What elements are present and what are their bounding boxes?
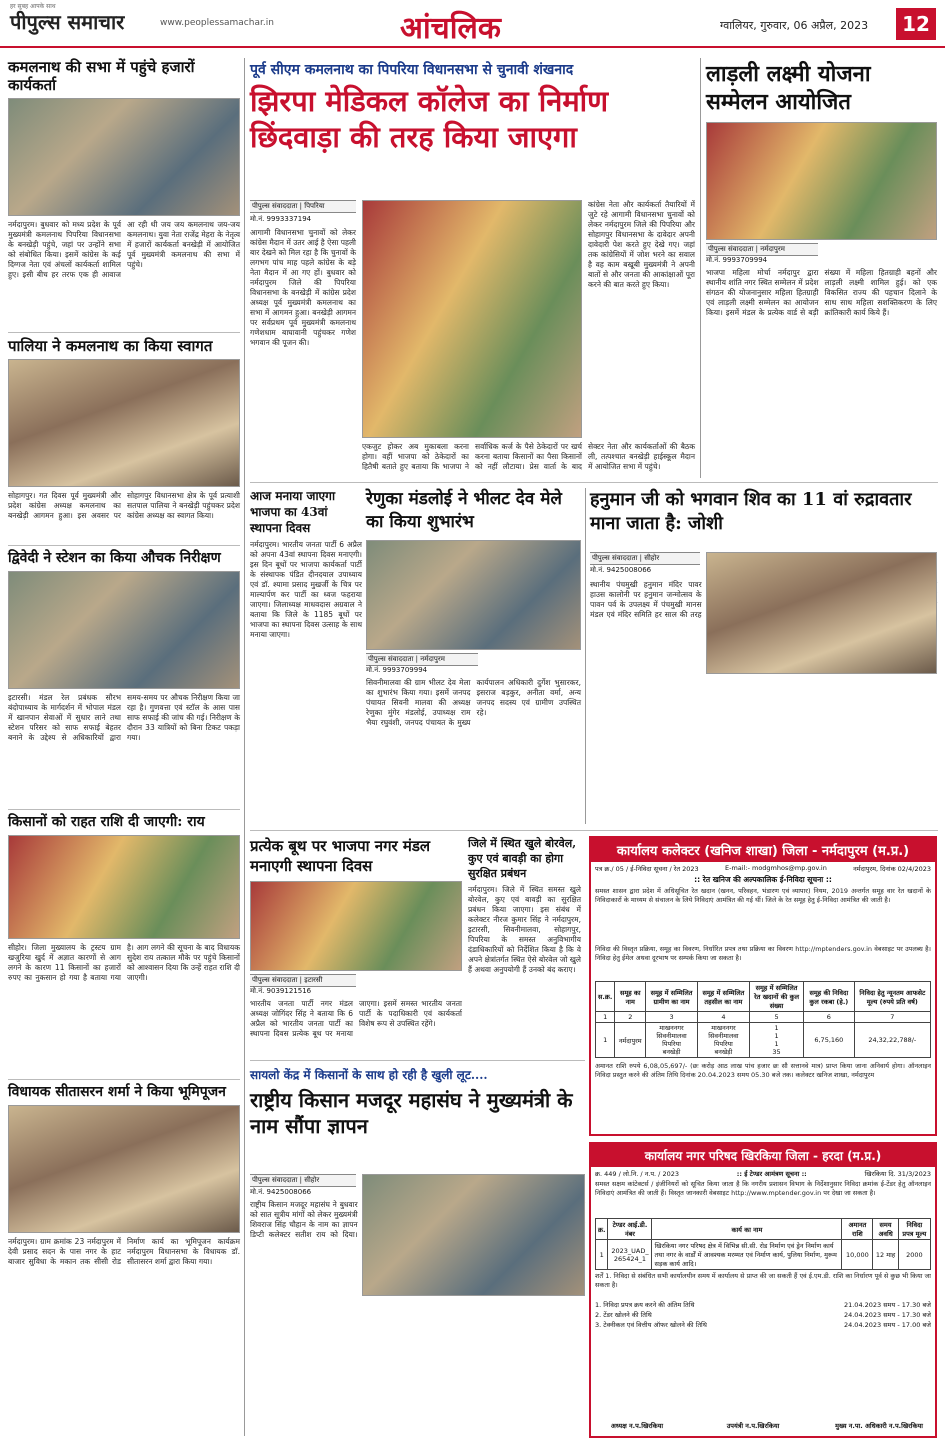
schedule-value: 24.04.2023 समय - 17.00 बजे <box>843 1321 931 1329</box>
lead-byline-name: पीपुल्स संवाददाता <box>252 202 298 210</box>
bjp-sthapna-body: नर्मदापुरम। भारतीय जनता पार्टी 6 अप्रैल को अपना 43वां स्थापना दिवस मनाएगी। इस दिन बूथों पर भाजपा कार्यकर्ता पार्टी के संस्थापक पंडित दीनदयाल उपाध्याय एवं डॉ. श्यामा प्रसाद मुखर्जी के चित्र पर माल्यार्पण कर पार्टी का ध्वज फहराया जाएगा। जिलाध्यक्ष माधवदास अग्रवाल ने बताया कि जिले के 1185 बूथों पर भाजपा का स्थापना दिवस उत्साह के साथ मनाया जाएगा। <box>250 540 362 639</box>
collector-ad-para1: समस्त शासन द्वारा प्रदेश में अधिसूचित रेत खदान (खनन, परिवहन, भंडारण एवं व्यापार) नियम, 2019 अन्तर्गत समूह वार रेत खदानों के निविदाकारों के माध्यम से संचालन के लिये निविदाएं आमंत्रित की गई थीं। जिले के रेत समूह हेतु ई-निविदा आमंत्रित की जाती है। <box>595 887 931 904</box>
ladli-story <box>706 60 937 478</box>
table-cell: 1 <box>596 1023 615 1058</box>
collector-ad-notice-title: :: रेत खनिज की अल्पकालिक ई-निविदा सूचना :: <box>694 875 832 884</box>
story-paliya-body: सोहागपुर। गत दिवस पूर्व मुख्यमंत्री और प्रदेश कांग्रेस अध्यक्ष कमलनाथ का बनखेड़ी आगमन हुआ। इस अवसर पर सोहागपुर विधानसभा क्षेत्र के पूर्व प्रत्याशी सतपाल पालिया ने बनखेड़ी पहुंचकर प्रदेश कांग्रेस अध्यक्ष का स्वागत किया। <box>8 491 240 520</box>
tehsil-name: पिपरिया <box>714 1040 733 1048</box>
table-cell: 1 <box>596 1240 608 1270</box>
story-kisan-rahat-headline: किसानों को राहत राशि दी जाएगी: राय <box>8 814 205 830</box>
booth-byline: पीपुल्स संवाददाता | इटारसी <box>250 974 356 987</box>
story-kisan-rahat-photo <box>8 835 240 939</box>
table-header: समूह की निविदा कुल रकबा (हे.) <box>804 982 855 1012</box>
table-header: निविदा हेतु न्यूनतम आफसेट मूल्य (रुपये प्रति वर्ष) <box>854 982 930 1012</box>
table-cell: 6,75,160 <box>804 1023 855 1058</box>
list-item <box>595 1300 931 1310</box>
borwell-headline: जिले में स्थित खुले बोरवेल, कुए एवं बावड़ी का होगा सुरक्षित प्रबंधन <box>468 837 577 880</box>
table-cell <box>750 1023 804 1058</box>
list-item <box>595 1320 931 1330</box>
story-paliya-photo <box>8 359 240 487</box>
lead-body-col2: एकजुट होकर अब मुकाबला करना होगा। वहीं भाजपा को ठेकेदारों का हितैषी बताते हुए बताया कि भाजपा ने सर्वाधिक कर्ज के पैसे ठेकेदारों पर खर्च करना बताया किसानों का पैसा किसानों को नहीं लौटाया। प्रेस वार्ता के बाद सेक्टर नेता और कार्यकर्ताओं की बैठक ली, तत्पश्चात बनखेड़ी हाईस्कूल मैदान में आयोजित सभा में पहुंचे। <box>362 442 695 471</box>
table-cell: नर्मदापुरम <box>615 1023 646 1058</box>
harda-tender-ad <box>589 1142 937 1438</box>
collector-ad-footer: अमानत राशि रुपये 6,08,05,697/- (छः करोड़ आठ लाख पांच हजार छः सौ सत्तानवे मात्र) प्राप्त किया जाना अनिवार्य होगा। ऑनलाइन निविदा प्रस्तुत करने की अंतिम तिथि दिनांक 20.04.2023 समय 05.30 बजे तक। कलेक्टर खनिज शाखा, नर्मदापुरम <box>595 1062 931 1079</box>
harda-ad-ref: क्र. 449 / लो.नि. / न.प. / 2023 <box>595 1170 679 1178</box>
hanuman-byline-place: सीहोर <box>644 554 660 562</box>
logo-tagline: हर सुबह आपके साथ <box>10 3 56 10</box>
story-bhoomipujan-headline: विधायक सीतासरन शर्मा ने किया भूमिपूजन <box>8 1084 226 1100</box>
harda-ad-date: खिरकिया दि. 31/3/2023 <box>864 1170 931 1178</box>
lead-body-col1: आगामी विधानसभा चुनावों को लेकर कांग्रेस मैदान में उतर आई है ऐसा पहली बार देखने को मिल रहा है कि चुनावों के लगभग पांच माह पहले कांग्रेस के बड़े नेता मैदान में आ गए हों। बुधवार को नर्मदापुरम जिले की पिपरिया विधानसभा के बनखेड़ी में कांग्रेस प्रदेश अध्यक्ष पूर्व मुख्यमंत्री कमलनाथ का सभा में आगमन हुआ। बनखेड़ी आगमन पर सर्वप्रथम पूर्व मुख्यमंत्री कमलनाथ गणेशधाम बाघावानी पहुंचकर गणेश भगवान की पूजन की। <box>250 228 356 347</box>
lead-headline-line1: झिरपा मेडिकल कॉलेज का निर्माण <box>250 84 609 118</box>
table-cell: 6 <box>804 1012 855 1023</box>
harda-ad-notice-title: :: ई टेण्डर आमंत्रण सूचना :: <box>736 1170 807 1178</box>
kisan-body: राष्ट्रीय किसान मजदूर महासंघ ने बुधवार को सात सूत्रीय मांगों को लेकर मुख्यमंत्री शिवराज सिंह चौहान के नाम का ज्ञापन डिप्टी कलेक्टर सतीश राय को दिया। <box>250 1200 358 1239</box>
collector-ad-table <box>595 981 931 1058</box>
renuka-byline-place: नर्मदापुरम <box>420 655 445 663</box>
ladli-body: भाजपा महिला मोर्चा नर्मदापुर द्वारा स्थानीय शांति नगर स्थित सम्मेलन में प्रदेश संगठन की योजनानुसार महिला हितग्राही एवं लाड़ली लक्ष्मी सम्मेलन का आयोजन किया। इसमें मंडल के प्रत्येक वार्ड से बड़ी संख्या में महिला हितग्राही बहनों और लाड़ली लक्ष्मी शामिल हुई। को एक विकसित राज्य की पहचान दिलाने के साथ साथ महिला सशक्तिकरण के लिए क्रांतिकारी कार्य किये हैं। <box>706 268 937 317</box>
table-cell: 12 माह <box>873 1240 898 1270</box>
hanuman-photo <box>706 552 937 674</box>
renuka-byline-name: पीपुल्स संवाददाता <box>368 655 414 663</box>
booth-body: भारतीय जनता पार्टी नगर मंडल अध्यक्ष जोगिंदर सिंह ने बताया कि 6 अप्रैल को भारतीय जनता पार्टी का स्थापना दिवस प्रत्येक बूथ पर मनाया जाएगा। इसमें समस्त भारतीय जनता पार्टी के पदाधिकारी एवं कार्यकर्ता विशेष रूप से उपस्थित रहेंगे। <box>250 999 462 1038</box>
schedule-label: 2. टेंडर खोलने की तिथि <box>595 1311 652 1319</box>
table-cell: 4 <box>697 1012 749 1023</box>
schedule-value: 24.04.2023 समय - 17.30 बजे <box>843 1311 931 1319</box>
harda-ad-note: शर्तें 1. निविदा से संबंधित सभी कार्यालयीन समय में कार्यालय से प्राप्त की जा सकती हैं एवं ई.एम.डी. राशि का निर्धारण पूर्व से कुछ भी किया जा सकता है। <box>595 1272 931 1289</box>
tehsil-name: सिवनीमालवा <box>656 1032 687 1040</box>
table-header: क्र. <box>596 1219 608 1240</box>
table-header: कार्य का नाम <box>652 1219 842 1240</box>
lead-byline: पीपुल्स संवाददाता | पिपरिया <box>250 200 356 213</box>
harda-ad-schedule <box>591 1298 935 1332</box>
harda-ad-sign-engineer: उपयंत्री न.प.खिरकिया <box>726 1422 780 1430</box>
story-bhoomipujan-body: नर्मदापुरम। ग्राम क्रमांक 23 नर्मदापुरम में देवी प्रसाद सदन के पास नगर के हाट बाजार सुविधा के मकान तक सीसी रोड निर्माण कार्य का भूमिपूजन कार्यक्रम नर्मदापुरम विधानसभा के विधायक डॉ. सीतासरन शर्मा द्वारा किया गया। <box>8 1237 240 1266</box>
story-station-photo <box>8 571 240 689</box>
hanuman-headline: हनुमान जी को भगवान शिव का 11 वां रुद्रावतार माना जाता है: जोशी <box>590 489 912 534</box>
table-cell <box>697 1023 749 1058</box>
story-station-body: इटारसी। मंडल रेल प्रबंधक सौरभ बंदोपाध्याय के मार्गदर्शन में भोपाल मंडल में खानपान सेवाओं में सुधार लाने तथा स्टेशन परिसर को साफ सफाई बेहतर बनाने के उद्देश्य से अधिकारियों द्वारा समय-समय पर औचक निरीक्षण किया जा रहा है। गुणवत्ता एवं स्टॉल के आस पास साफ सफाई की जांच की गई। निरीक्षण के दौरान 33 यात्रियों को बिना टिकट पकड़ा गया। <box>8 693 240 742</box>
collector-tender-ad <box>589 836 937 1136</box>
tehsil-name: पिपरिया <box>662 1040 681 1048</box>
site-url[interactable]: www.peoplessamachar.in <box>160 18 274 28</box>
tehsil-name: माखननगर <box>659 1024 684 1032</box>
table-header: समूह का नाम <box>615 982 646 1012</box>
tehsil-name: बनखेड़ी <box>714 1048 733 1056</box>
table-header: समूह में सम्मिलित ग्रामीण का नाम <box>646 982 698 1012</box>
collector-ad-title: कार्यालय कलेक्टर (खनिज शाखा) जिला - नर्मदापुरम (म.प्र.) <box>591 838 935 862</box>
table-header: अमानत राशि <box>842 1219 873 1240</box>
story-kamalnath-sabha-headline: कमलनाथ की सभा में पहुंचे हजारों कार्यकर्ता <box>8 58 195 94</box>
hanuman-story <box>590 488 937 824</box>
booth-photo <box>250 881 462 971</box>
booth-mobile: मो.नं. 9039121516 <box>250 987 312 995</box>
story-kisan-rahat-body: सीहोर। जिला मुख्यालय के ट्रस्टय ग्राम खजुरिया खुर्द में अज्ञात कारणों से आग लगने के कारण 11 किसानों का हजारों रुपए का नुकसान हो गया है बताया गया है। आग लगने की सूचना के बाद विधायक सुदेश राय तत्काल मौके पर पहुंचे किसानों को आश्वासन दिया कि उन्हें राहत राशि दी जाएगी। <box>8 943 240 982</box>
table-cell <box>646 1023 698 1058</box>
table-header: समय अवधि <box>873 1219 898 1240</box>
booth-headline: प्रत्येक बूथ पर भाजपा नगर मंडल मनाएगी स्थापना दिवस <box>250 837 431 875</box>
table-cell: 2023_UAD_265424_1 <box>608 1240 652 1270</box>
renuka-headline: रेणुका मंडलोई ने भीलट देव मेले का किया शुभारंभ <box>366 489 562 532</box>
harda-ad-title: कार्यालय नगर परिषद खिरकिया जिला - हरदा (म.प्र.) <box>591 1144 935 1167</box>
page-number: 12 <box>896 8 936 40</box>
hanuman-mobile: मो.नं. 9425008066 <box>590 566 652 574</box>
section-title: आंचलिक <box>400 11 501 46</box>
kisan-story <box>250 1066 585 1438</box>
story-paliya-headline: पालिया ने कमलनाथ का किया स्वागत <box>8 337 213 355</box>
table-cell: 2 <box>615 1012 646 1023</box>
table-header: स.क्र. <box>596 982 615 1012</box>
logo[interactable]: पीपुल्स समाचार <box>10 10 125 34</box>
kisan-byline: पीपुल्स संवाददाता | सीहोर <box>250 1174 356 1187</box>
renuka-story <box>366 488 581 828</box>
story-kamalnath-sabha-photo <box>8 98 240 216</box>
kisan-photo <box>362 1174 585 1296</box>
tehsil-count: 1 <box>774 1040 779 1048</box>
bjp-sthapna-headline: आज मनाया जाएगा भाजपा का 43वां स्थापना दिवस <box>250 489 336 535</box>
harda-ad-intro: समस्त सक्षम कांटेक्टर्स / इंजीनियरों को सूचित किया जाता है कि नगरीय प्रशासन विभाग के निर्देशानुसार निविदा क्रमांक ई-टेंडर हेतु ऑनलाइन निविदाएं आमंत्रित की जाती हैं। विस्तृत जानकारी वेबसाइट http://www.mptender.gov.in पर देखा जा सकता है। <box>595 1180 931 1197</box>
booth-byline-place: इटारसी <box>304 976 323 984</box>
lead-photo <box>362 200 582 438</box>
hanuman-body: स्थानीय पंचमुखी हनुमान मंदिर पावर हाउस कालोनी पर हनुमान जन्मोत्सव के पावन पर्व के उपलक्ष्य में पंचमुखी मानस मंडल एवं मंदिर समिति हर साल की तरह <box>590 580 702 619</box>
renuka-body: सिवनीमालवा की ग्राम भीलट देव मेला का शुभारंभ किया गया। इसमें जनपद पंचायत सिवनी मालवा की अध्यक्ष रेणुका मुंगेर मंडलोई, उपाध्यक्ष राम भैया रघुवंशी, जनपद पंचायत के मुख्य कार्यपालन अधिकारी दुर्गेश भुसारकर, इसराज बड़कुर, अनीता वर्मा, अन्य जनपद सदस्य एवं ग्रामीण उपस्थित रहे। <box>366 678 581 727</box>
table-cell: 2000 <box>898 1240 930 1270</box>
booth-story <box>250 836 462 1056</box>
story-station-headline: द्विवेदी ने स्टेशन का किया औचक निरीक्षण <box>8 550 221 566</box>
schedule-label: 1. निविदा प्रपत्र क्रय करने की अंतिम तिथि <box>595 1301 695 1309</box>
collector-ad-email[interactable]: E-mail:- modgmhos@mp.gov.in <box>725 864 827 872</box>
harda-ad-sign-president: अध्यक्ष न.प.खिरकिया <box>610 1422 664 1430</box>
table-header: समूह में सम्मिलित तहसील का नाम <box>697 982 749 1012</box>
tehsil-name: माखननगर <box>711 1024 736 1032</box>
hanuman-byline: पीपुल्स संवाददाता | सीहोर <box>590 552 700 565</box>
table-header: टेण्डर आई.डी. नंबर <box>608 1219 652 1240</box>
table-cell: 1 <box>596 1012 615 1023</box>
table-row <box>596 1240 931 1270</box>
ladli-byline: पीपुल्स संवाददाता | नर्मदापुरम <box>706 243 818 256</box>
ladli-headline: लाड़ली लक्ष्मी योजना सम्मेलन आयोजित <box>706 61 871 115</box>
kisan-mobile: मो.नं. 9425008066 <box>250 1188 312 1196</box>
table-cell: 7 <box>854 1012 930 1023</box>
tehsil-count: 1 <box>774 1024 779 1032</box>
tehsil-name: बनखेड़ी <box>662 1048 681 1056</box>
renuka-mobile: मो.नं. 9993709994 <box>366 666 428 674</box>
table-cell: 10,000 <box>842 1240 873 1270</box>
harda-ad-sign-cmo: मुख्य न.पा. अधिकारी न.प.खिरकिया <box>835 1422 923 1430</box>
ladli-mobile: मो.नं. 9993709994 <box>706 256 768 264</box>
kisan-byline-name: पीपुल्स संवाददाता <box>252 1176 298 1184</box>
kisan-byline-place: सीहोर <box>304 1176 320 1184</box>
collector-ad-ref: पत्र क्र./ 05 / ई-निविदा सूचना / रेत 2023 <box>595 865 699 873</box>
masthead <box>0 0 945 48</box>
borwell-body: नर्मदापुरम। जिले में स्थित समस्त खुले बोरवेल, कुए एवं बावड़ी का सुरक्षित प्रबंधन किया जाएगा। इस संबंध में कलेक्टर नीरज कुमार सिंह ने नर्मदापुरम, इटारसी, सिवनीमालवा, सोहागपुर, पिपरिया के समस्त अनुविभागीय दंडाधिकारियों को निर्देशित किया है कि वे अपने क्षेत्रांतर्गत स्थित ऐसे बोरवेल जो खुले हैं अथवा अनुपयोगी हैं उनको बंद कराए। <box>468 885 581 974</box>
ladli-photo <box>706 122 937 240</box>
bjp-sthapna-story <box>250 488 362 828</box>
dateline: ग्वालियर, गुरुवार, 06 अप्रैल, 2023 <box>720 19 869 32</box>
story-kamalnath-sabha-body: नर्मदापुरम। बुधवार को मध्य प्रदेश के पूर्व मुख्यमंत्री कमलनाथ पिपरिया विधानसभा के बनखेड़ी पहुंचे, जहां पर उन्होंने सभा को संबोधित किया। इसमें कांग्रेस के कई दिग्गज नेता एवं अंचलों कार्यकर्ता शामिल हुए। इसी बीच हर तरफ एक ही आवाज आ रही थी जय जय कमलनाथ जय-जय कमलनाथ। युवा नेता राजेंद्र मेहरा के नेतृत्व में हजारों कार्यकर्ता बनखेड़ी में आयोजित पूर्व मुख्यमंत्री कमलनाथ की सभा में पहुंचे। <box>8 220 240 279</box>
table-cell: 3 <box>646 1012 698 1023</box>
lead-kicker: पूर्व सीएम कमलनाथ का पिपरिया विधानसभा से चुनावी शंखनाद <box>250 62 574 78</box>
lead-headline-line2: छिंदवाड़ा की तरह किया जाएगा <box>250 120 577 154</box>
lead-mobile: मो.नं. 9993337194 <box>250 215 312 223</box>
tehsil-name: सिवनीमालवा <box>708 1032 739 1040</box>
collector-ad-para2: निविदा की विस्तृत प्रक्रिया, समूह का विवरण, निर्धारित प्रपत्र तथा प्रक्रिया का विवरण http://mptenders.gov.in वेबसाइट पर उपलब्ध है। निविदा हेतु ईमेल अथवा दूरभाष पर सम्पर्क किया जा सकता है। <box>595 945 931 962</box>
booth-byline-name: पीपुल्स संवाददाता <box>252 976 298 984</box>
kisan-kicker: सायलो केंद्र में किसानों के साथ हो रही है खुली लूट.... <box>250 1068 488 1082</box>
table-cell: 24,32,22,788/- <box>854 1023 930 1058</box>
schedule-label: 3. टेक्नीकल एवं वित्तीय ऑफर खोलने की तिथि <box>595 1321 707 1329</box>
tehsil-count: 1 <box>774 1032 779 1040</box>
lead-byline-place: पिपरिया <box>304 202 325 210</box>
table-cell: 5 <box>750 1012 804 1023</box>
renuka-byline: पीपुल्स संवाददाता | नर्मदापुरम <box>366 653 478 666</box>
table-header: निविदा प्रपत्र मूल्य <box>898 1219 930 1240</box>
table-row <box>596 1023 931 1058</box>
lead-body-col3: कांग्रेस नेता और कार्यकर्ता तैयारियों में जुटे रहे आगामी विधानसभा चुनावों को लेकर नर्मदापुरम जिले की पिपरिया और सोहागपुर विधानसभा के दावेदार अपनी दावेदारी पेश करते हुए देखे गए। जहां तक कांग्रेसियों में जोश भरने का सवाल है वह काम बखूबी मुख्यमंत्री ने अपनी बातों से और जनता की आकांक्षाओं पूरा करने की बात करते हुए किया। <box>588 200 695 289</box>
hanuman-byline-name: पीपुल्स संवाददाता <box>592 554 638 562</box>
tehsil-count: 35 <box>772 1048 781 1056</box>
ladli-byline-place: नर्मदापुरम <box>760 245 785 253</box>
schedule-value: 21.04.2023 समय - 17.30 बजे <box>843 1301 931 1309</box>
table-cell: खिरकिया नगर परिषद क्षेत्र में विभिन्न सी.सी. रोड निर्माण एवं ड्रेन निर्माण कार्य तथा नगर के वार्डों में आवश्यक मरम्मत एवं निर्माण कार्य, पुलिया निर्माण, मुरूम सड़क कार्य आदि। <box>652 1240 842 1270</box>
kisan-headline: राष्ट्रीय किसान मजदूर महासंघ ने मुख्यमंत्री के नाम सौंपा ज्ञापन <box>250 1088 573 1138</box>
story-bhoomipujan-photo <box>8 1105 240 1233</box>
left-column <box>8 58 240 1438</box>
ladli-byline-name: पीपुल्स संवाददाता <box>708 245 754 253</box>
harda-ad-table <box>595 1218 931 1270</box>
lead-story <box>250 60 695 478</box>
list-item <box>595 1310 931 1320</box>
table-header: समूह में सम्मिलित रेत खदानों की कुल संख्या <box>750 982 804 1012</box>
borwell-story <box>468 836 581 1056</box>
collector-ad-date: नर्मदापुरम, दिनांक 02/4/2023 <box>853 865 931 873</box>
renuka-photo <box>366 540 581 650</box>
